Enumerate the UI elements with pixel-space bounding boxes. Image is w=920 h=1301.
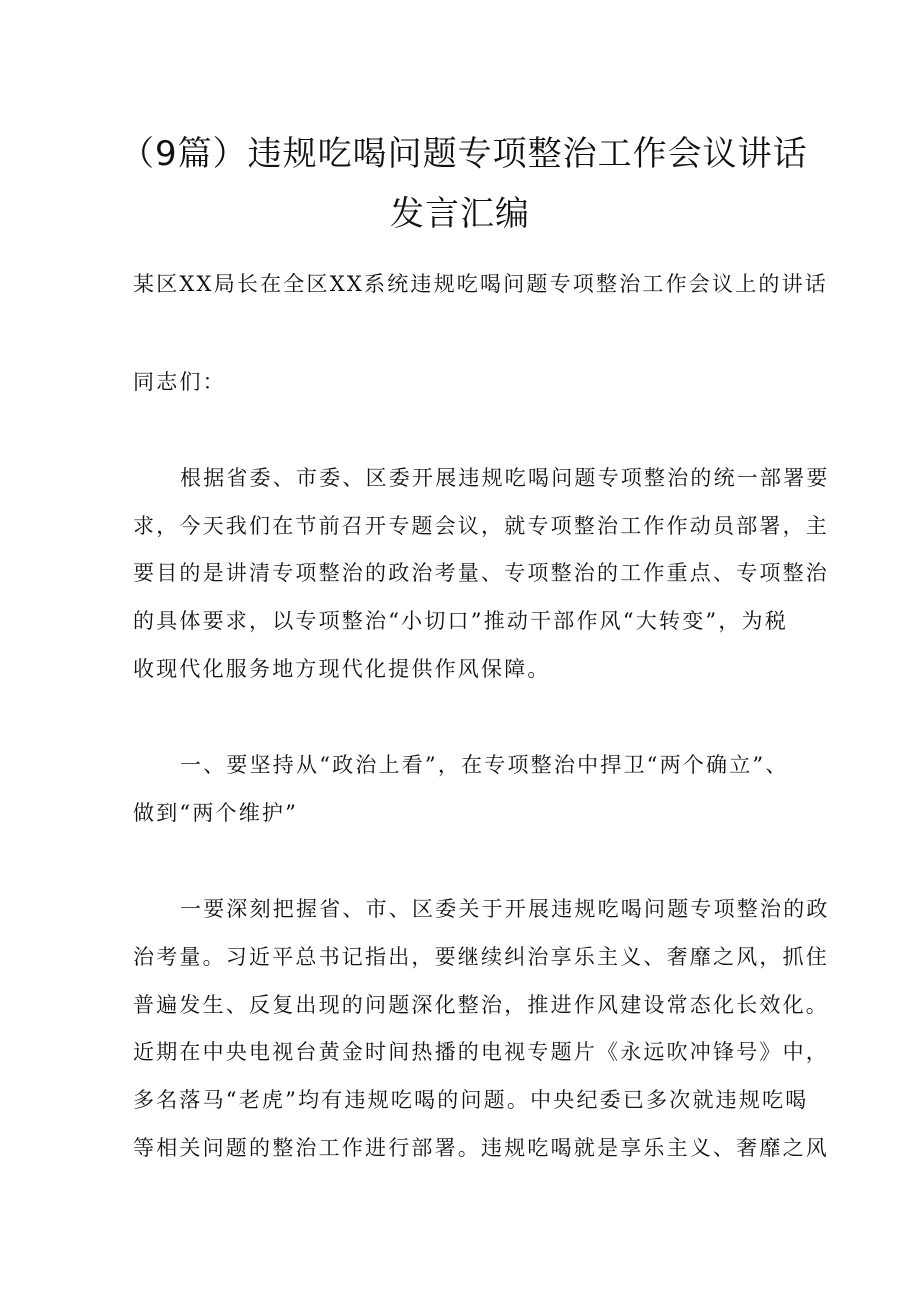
heading-line: 一、要坚持从“政治上看”，在专项整治中捍卫“两个确立”、 [180,753,789,777]
paragraph-line: 多名落马“老虎”均有违规吃喝的问题。中央纪委已多次就违规吃喝 [133,1088,809,1112]
paragraph-line: 普遍发生、反复出现的问题深化整治，推进作风建设常态化长效化。 [133,993,829,1017]
paragraph-line: 的具体要求，以专项整治“小切口”推动干部作风“大转变”，为税 [133,609,788,633]
paragraph-line: 求，今天我们在节前召开专题会议，就专项整治工作作动员部署，主 [133,514,829,538]
paragraph-line: 要目的是讲清专项整治的政治考量、专项整治的工作重点、专项整治 [133,561,829,585]
document-title-line-1: （9篇）违规吃喝问题专项整治工作会议讲话 [120,134,808,174]
paragraph-line: 治考量。习近平总书记指出，要继续纠治享乐主义、奢靡之风，抓住 [133,945,829,969]
speech-subtitle: 某区XX局长在全区XX系统违规吃喝问题专项整治工作会议上的讲话 [133,272,828,296]
document-title-line-2: 发言汇编 [390,194,530,234]
heading-line: 做到“两个维护” [133,801,299,825]
paragraph-line: 等相关问题的整治工作进行部署。违规吃喝就是享乐主义、奢靡之风 [133,1136,829,1160]
paragraph-line: 近期在中央电视台黄金时间热播的电视专题片《永远吹冲锋号》中， [133,1040,829,1064]
greeting: 同志们： [133,370,226,394]
paragraph-line: 一要深刻把握省、市、区委关于开展违规吃喝问题专项整治的政 [180,897,830,921]
paragraph-line: 收现代化服务地方现代化提供作风保障。 [133,657,551,681]
paragraph-line: 根据省委、市委、区委开展违规吃喝问题专项整治的统一部署要 [180,466,830,490]
